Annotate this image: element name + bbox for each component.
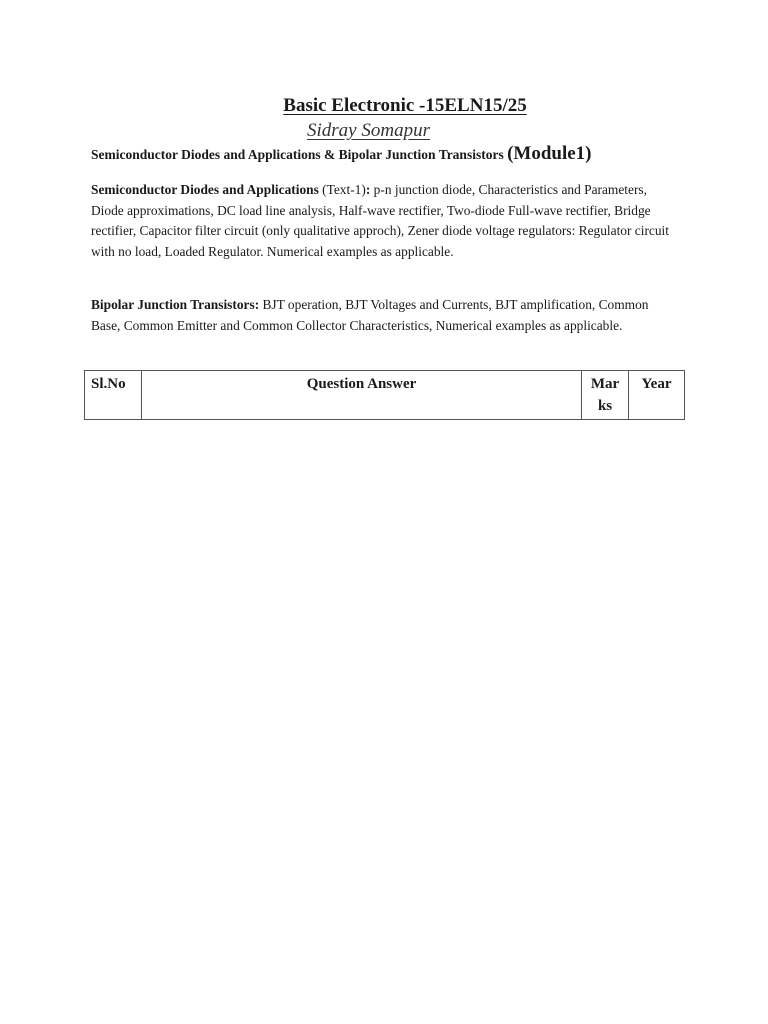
document-title: Basic Electronic -15ELN15/25: [283, 95, 527, 116]
bjt-section-body: BJT operation, BJT Voltages and Currents, BJT amplification, Common Base, Common Emitter and Common Collector Characteristics, Numerical examples as applicable.: [91, 297, 649, 333]
diodes-section-label: Semiconductor Diodes and Applications: [91, 182, 319, 197]
header-year: Year: [629, 371, 685, 420]
module-heading-text: Semiconductor Diodes and Applications & Bipolar Junction Transistors: [91, 147, 504, 162]
bjt-section-label: Bipolar Junction Transistors:: [91, 297, 260, 312]
table-header-row: [85, 371, 685, 420]
diodes-colon: :: [365, 182, 371, 197]
diodes-section-body: p-n junction diode, Characteristics and Parameters, Diode approximations, DC load line analysis, Half-wave rectifier, Two-diode Full-wave rectifier, Bridge rectifier, Capacitor filter circuit (only qualitative approch), Zener diode voltage regulators: Regulator circuit with no load, Loaded Regulator. Numerical examples as applicable.: [91, 182, 670, 259]
diodes-text-reference: (Text-1): [318, 182, 366, 197]
header-slno: Sl.No: [85, 371, 142, 420]
table-header: [85, 371, 685, 420]
bjt-syllabus-paragraph: [91, 295, 671, 336]
module-tag: (Module1): [507, 143, 592, 164]
document-author: Sidray Somapur: [307, 120, 430, 141]
header-marks: [582, 371, 629, 420]
question-answer-table: [84, 370, 685, 420]
header-marks-label: Marks: [590, 376, 620, 414]
header-question-answer: Question Answer: [141, 371, 581, 420]
module-heading: [91, 142, 691, 167]
diodes-syllabus-paragraph: [91, 180, 671, 262]
